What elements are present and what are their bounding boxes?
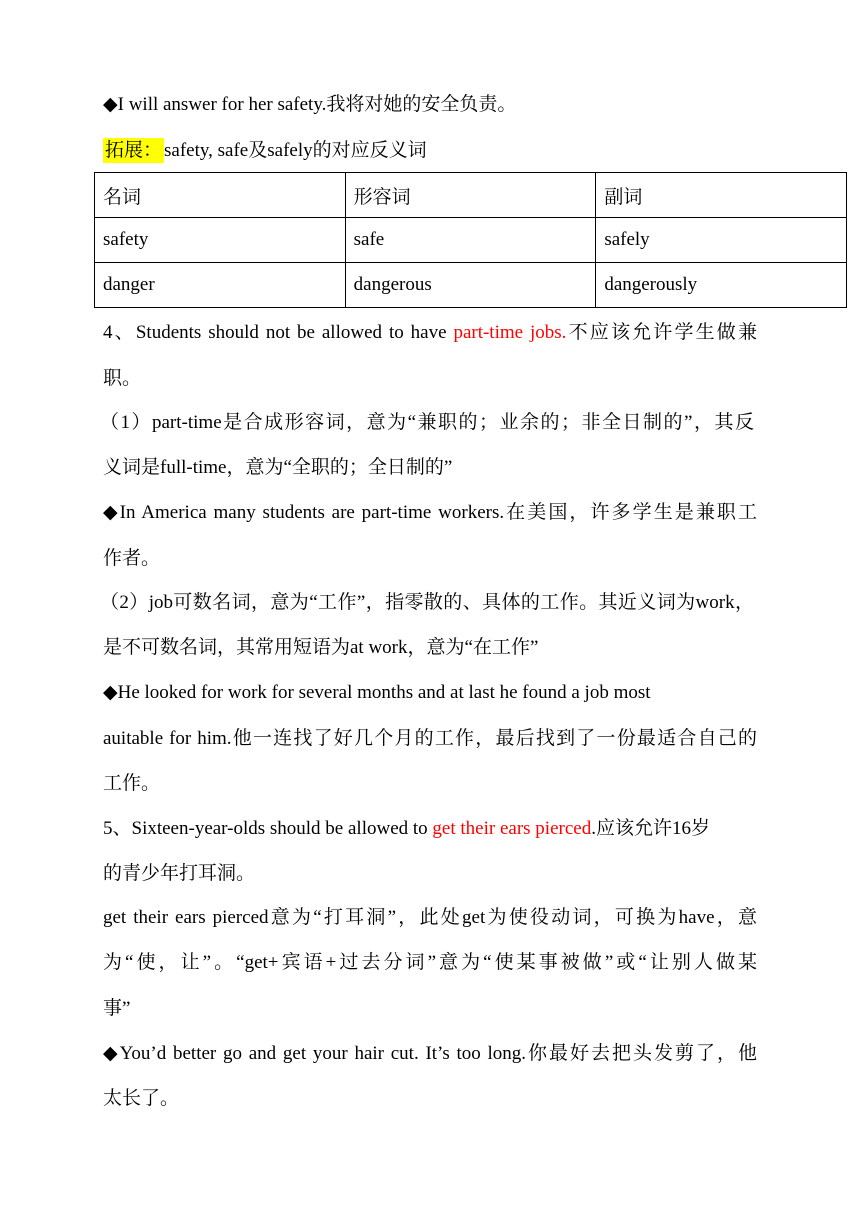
point-4-translation: 不应该允许学生做兼 <box>566 322 757 343</box>
point-4-heading <box>103 320 757 346</box>
example-sentence: ◆He looked for work for several months and at last he found a job most <box>103 682 651 703</box>
paragraph-line: get their ears pierced意为“打耳洞”，此处get为使役动词，可换为have，意 <box>103 907 757 928</box>
extension-text: safety, safe及safely的对应反义词 <box>164 140 427 161</box>
example-sentence: ◆In America many students are part-time workers.在美国，许多学生是兼职工 <box>103 502 757 523</box>
table-cell: dangerously <box>596 263 847 308</box>
table-cell: safe <box>345 218 596 263</box>
table-header-cell: 副词 <box>596 173 847 218</box>
paragraph-line: 工作。 <box>103 773 161 794</box>
key-phrase: get their ears pierced <box>432 818 592 839</box>
highlighted-label: 拓展： <box>105 140 163 161</box>
antonym-table <box>94 172 847 308</box>
table-header-cell: 形容词 <box>345 173 596 218</box>
paragraph-line: 作者。 <box>103 548 161 569</box>
table-cell: safety <box>95 218 346 263</box>
paragraph-line: 为“使，让”。“get+宾语+过去分词”意为“使某事被做”或“让别人做某 <box>103 952 757 973</box>
paragraph-line: （1）part-time是合成形容词，意为“兼职的；业余的；非全日制的”，其反 <box>100 412 754 433</box>
example-sentence: ◆You’d better go and get your hair cut. It’s too long.你最好去把头发剪了，他 <box>103 1043 757 1064</box>
point-5-heading <box>103 816 710 842</box>
table-cell: safely <box>596 218 847 263</box>
point-4-text: 4、Students should not be allowed to have <box>103 322 454 343</box>
key-phrase: part-time jobs. <box>453 322 567 343</box>
paragraph-line: （2）job可数名词，意为“工作”，指零散的、具体的工作。其近义词为work， <box>100 592 754 613</box>
paragraph-line: auitable for him.他一连找了好几个月的工作，最后找到了一份最适合自己的 <box>103 728 757 749</box>
point-5-translation: .应该允许16岁 <box>591 818 710 839</box>
extension-heading <box>103 138 427 164</box>
table-cell: dangerous <box>345 263 596 308</box>
paragraph-line: 太长了。 <box>103 1088 180 1109</box>
table-row <box>95 218 847 263</box>
table-row <box>95 263 847 308</box>
paragraph-line: 事” <box>103 998 131 1019</box>
table-cell: danger <box>95 263 346 308</box>
example-sentence: ◆I will answer for her safety.我将对她的安全负责。 <box>103 94 517 115</box>
table-header-row <box>95 173 847 218</box>
paragraph-line: 义词是full-time，意为“全职的；全日制的” <box>103 457 453 478</box>
paragraph-line: 是不可数名词，其常用短语为at work，意为“在工作” <box>103 637 539 658</box>
paragraph-line: 职。 <box>103 368 142 389</box>
paragraph-line: 的青少年打耳洞。 <box>103 863 256 884</box>
point-5-text: 5、Sixteen-year-olds should be allowed to <box>103 818 433 839</box>
table-header-cell: 名词 <box>95 173 346 218</box>
